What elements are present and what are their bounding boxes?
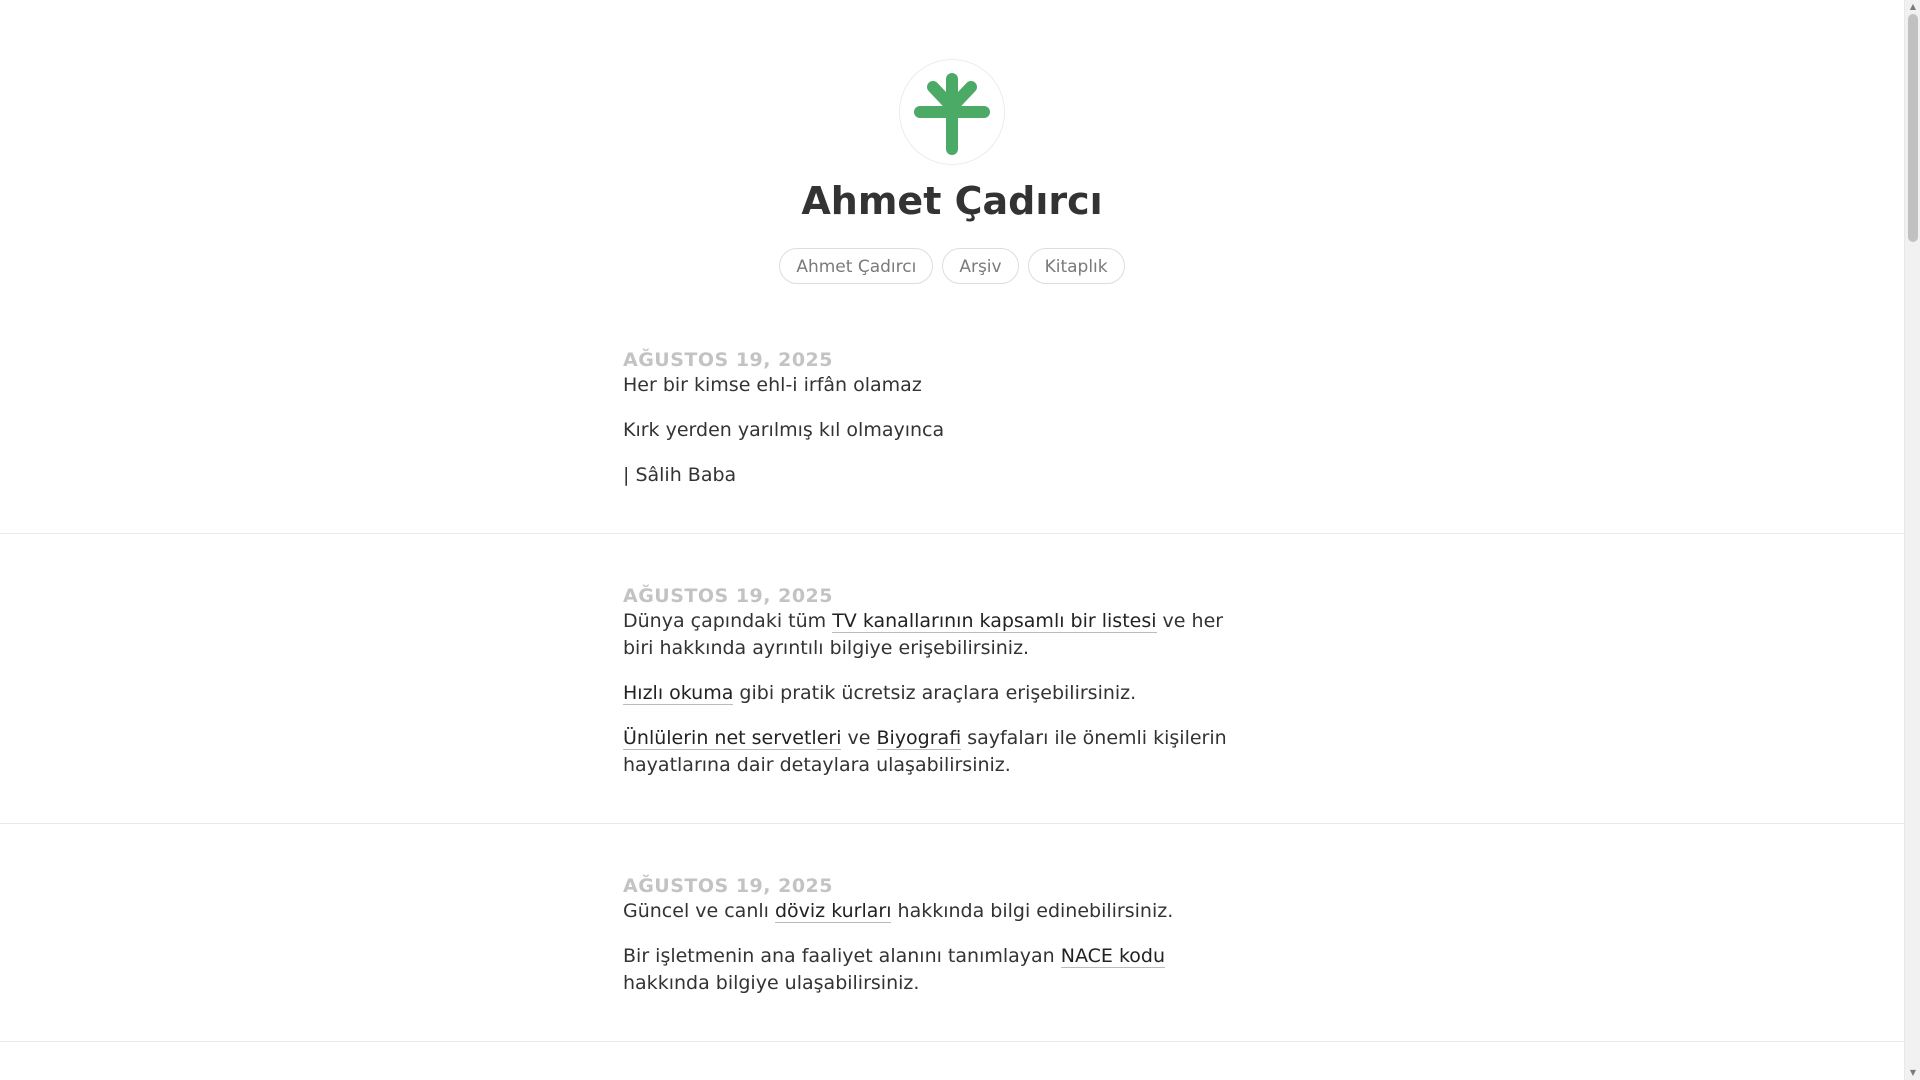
- post-paragraph: [623, 680, 1235, 707]
- tv-channels-link[interactable]: TV kanallarının kapsamlı bir listesi: [832, 610, 1157, 632]
- post-paragraph: [623, 725, 1235, 779]
- post: [0, 534, 1904, 824]
- text: Güncel ve canlı: [623, 900, 775, 922]
- nav-item-archive[interactable]: Arşiv: [942, 248, 1018, 284]
- post-paragraph: [623, 898, 1235, 925]
- scrollbar-thumb[interactable]: [1908, 14, 1918, 242]
- text: gibi pratik ücretsiz araçlara erişebilirsiniz.: [733, 682, 1137, 704]
- scroll-down-icon[interactable]: ▼: [1909, 1068, 1917, 1077]
- text: hakkında bilgi edinebilirsiniz.: [891, 900, 1174, 922]
- text: hakkında bilgiye ulaşabilirsiniz.: [623, 972, 920, 994]
- text: sayfaları ile önemli kişilerin hayatlarına dair detaylara ulaşabilirsiniz.: [623, 727, 1227, 776]
- biography-link[interactable]: Biyografi: [876, 727, 962, 749]
- celebrity-net-worth-link[interactable]: Ünlülerin net servetleri: [623, 727, 842, 749]
- site-header: [0, 0, 1904, 284]
- post-date[interactable]: AĞUSTOS 19, 2025: [623, 349, 833, 371]
- main-nav: [0, 248, 1904, 284]
- nace-code-link[interactable]: NACE kodu: [1060, 945, 1165, 967]
- text: ve her biri hakkında ayrıntılı bilgiye erişebilirsiniz.: [623, 610, 1224, 659]
- site-title[interactable]: Ahmet Çadırcı: [801, 179, 1103, 223]
- vertical-scrollbar[interactable]: [1904, 0, 1920, 1080]
- speed-reading-link[interactable]: Hızlı okuma: [623, 682, 734, 704]
- post-line: | Sâlih Baba: [623, 464, 737, 486]
- post-line: Her bir kimse ehl-i irfân olamaz: [623, 374, 922, 396]
- avatar[interactable]: [899, 59, 1005, 165]
- post-paragraph: [623, 943, 1235, 997]
- text: Dünya çapındaki tüm: [623, 610, 833, 632]
- post: [0, 824, 1904, 1042]
- nav-item-library[interactable]: Kitaplık: [1028, 248, 1125, 284]
- post-body: [623, 534, 1235, 823]
- post-date[interactable]: AĞUSTOS 19, 2025: [623, 585, 833, 607]
- nav-item-home[interactable]: Ahmet Çadırcı: [779, 248, 933, 284]
- post-line: Kırk yerden yarılmış kıl olmayınca: [623, 419, 945, 441]
- post: [0, 284, 1904, 534]
- post-body: [623, 284, 1235, 533]
- scroll-up-icon[interactable]: ▲: [1909, 2, 1917, 11]
- post-body: [623, 824, 1235, 1041]
- post-date[interactable]: AĞUSTOS 19, 2025: [623, 875, 833, 897]
- text: ve: [841, 727, 877, 749]
- exchange-rates-link[interactable]: döviz kurları: [774, 900, 892, 922]
- green-plant-cross-logo-icon: [907, 67, 997, 157]
- post-paragraph: [623, 608, 1235, 662]
- text: Bir işletmenin ana faaliyet alanını tanımlayan: [623, 945, 1061, 967]
